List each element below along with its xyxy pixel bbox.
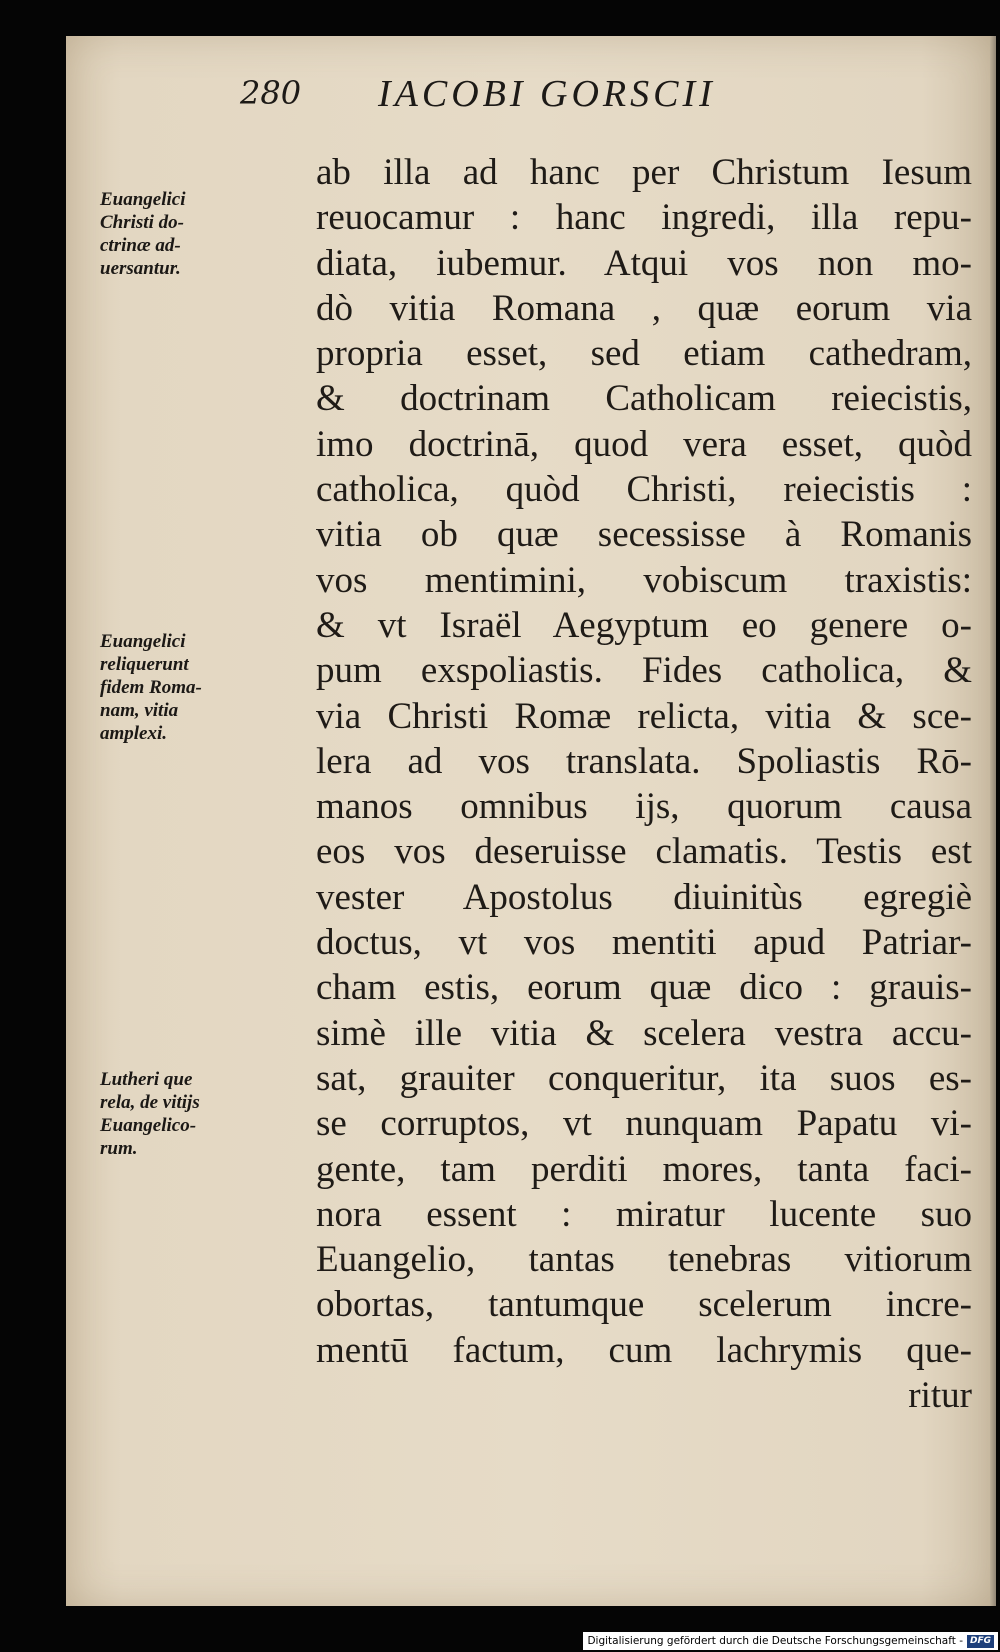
text-line: doctus, vt vos mentiti apud Patriar- (316, 922, 972, 964)
margin-note-line: nam, vitia (100, 700, 179, 721)
text-line: propria esset, sed etiam cathedram, (316, 333, 972, 375)
text-line: via Christi Romæ relicta, vitia & sce- (316, 695, 972, 737)
text-line: pum exspoliastis. Fides catholica, & (316, 650, 972, 692)
margin-note-line: reliquerunt (100, 654, 189, 675)
margin-note-3 (100, 1068, 240, 1160)
page-header (240, 72, 860, 116)
text-line: & doctrinam Catholicam reiecistis, (316, 378, 972, 420)
running-head: IACOBI GORSCII (378, 73, 716, 115)
text-line: sat, grauiter conqueritur, ita suos es- (316, 1057, 972, 1099)
text-line: nora essent : miratur lucente suo (316, 1193, 972, 1235)
text-line: ab illa ad hanc per Christum Iesum (316, 152, 972, 193)
text-line: catholica, quòd Christi, reiecistis : (316, 469, 972, 511)
text-line: manos omnibus ijs, quorum causa (316, 786, 972, 828)
text-line: & vt Israël Aegyptum eo genere o- (316, 604, 972, 646)
text-line: Euangelio, tantas tenebras vitiorum (316, 1239, 972, 1281)
body-text (316, 150, 972, 1418)
text-line: eos vos deseruisse clamatis. Testis est (316, 831, 972, 873)
text-line: dò vitia Romana , quæ eorum via (316, 287, 972, 329)
text-line: cham estis, eorum quæ dico : grauis- (316, 967, 972, 1009)
text-line: imo doctrinā, quod vera esset, quòd (316, 423, 972, 465)
margin-note-line: Euangelici (100, 189, 186, 210)
text-line: vos mentimini, vobiscum traxistis: (316, 559, 972, 601)
page-number: 280 (240, 74, 302, 112)
text-line: vester Apostolus diuinitùs egregiè (316, 876, 972, 918)
text-line-catchword: ritur (908, 1375, 972, 1417)
text-line: lera ad vos translata. Spoliastis Rō- (316, 740, 972, 782)
margin-note-line: Lutheri que (100, 1069, 193, 1090)
margin-note-line: rum. (100, 1138, 138, 1159)
margin-note-line: uersantur. (100, 258, 181, 279)
margin-note-line: amplexi. (100, 723, 168, 744)
text-line: obortas, tantumque scelerum incre- (316, 1284, 972, 1326)
margin-note-line: Christi do- (100, 212, 184, 233)
margin-note-2 (100, 630, 240, 745)
text-line: mentū factum, cum lachrymis que- (316, 1329, 972, 1371)
text-line: diata, iubemur. Atqui vos non mo- (316, 242, 972, 284)
text-line: simè ille vitia & scelera vestra accu- (316, 1012, 972, 1054)
text-line: gente, tam perditi mores, tanta faci- (316, 1148, 972, 1190)
margin-note-line: fidem Roma- (100, 677, 202, 698)
dfg-logo: DFG (967, 1635, 994, 1648)
margin-note-1 (100, 188, 240, 280)
text-line: reuocamur : hanc ingredi, illa repu- (316, 197, 972, 239)
text-line: se corruptos, vt nunquam Papatu vi- (316, 1103, 972, 1145)
margin-note-line: Euangelico- (100, 1115, 197, 1136)
margin-note-line: ctrinæ ad- (100, 235, 181, 256)
credit-text: Digitalisierung gefördert durch die Deutsche Forschungsgemeinschaft - (587, 1635, 963, 1647)
page-edge (990, 36, 996, 1606)
text-line: vitia ob quæ secessisse à Romanis (316, 514, 972, 556)
margin-note-line: Euangelici (100, 631, 186, 652)
digitization-credit (583, 1632, 998, 1650)
margin-note-line: rela, de vitijs (100, 1092, 200, 1113)
